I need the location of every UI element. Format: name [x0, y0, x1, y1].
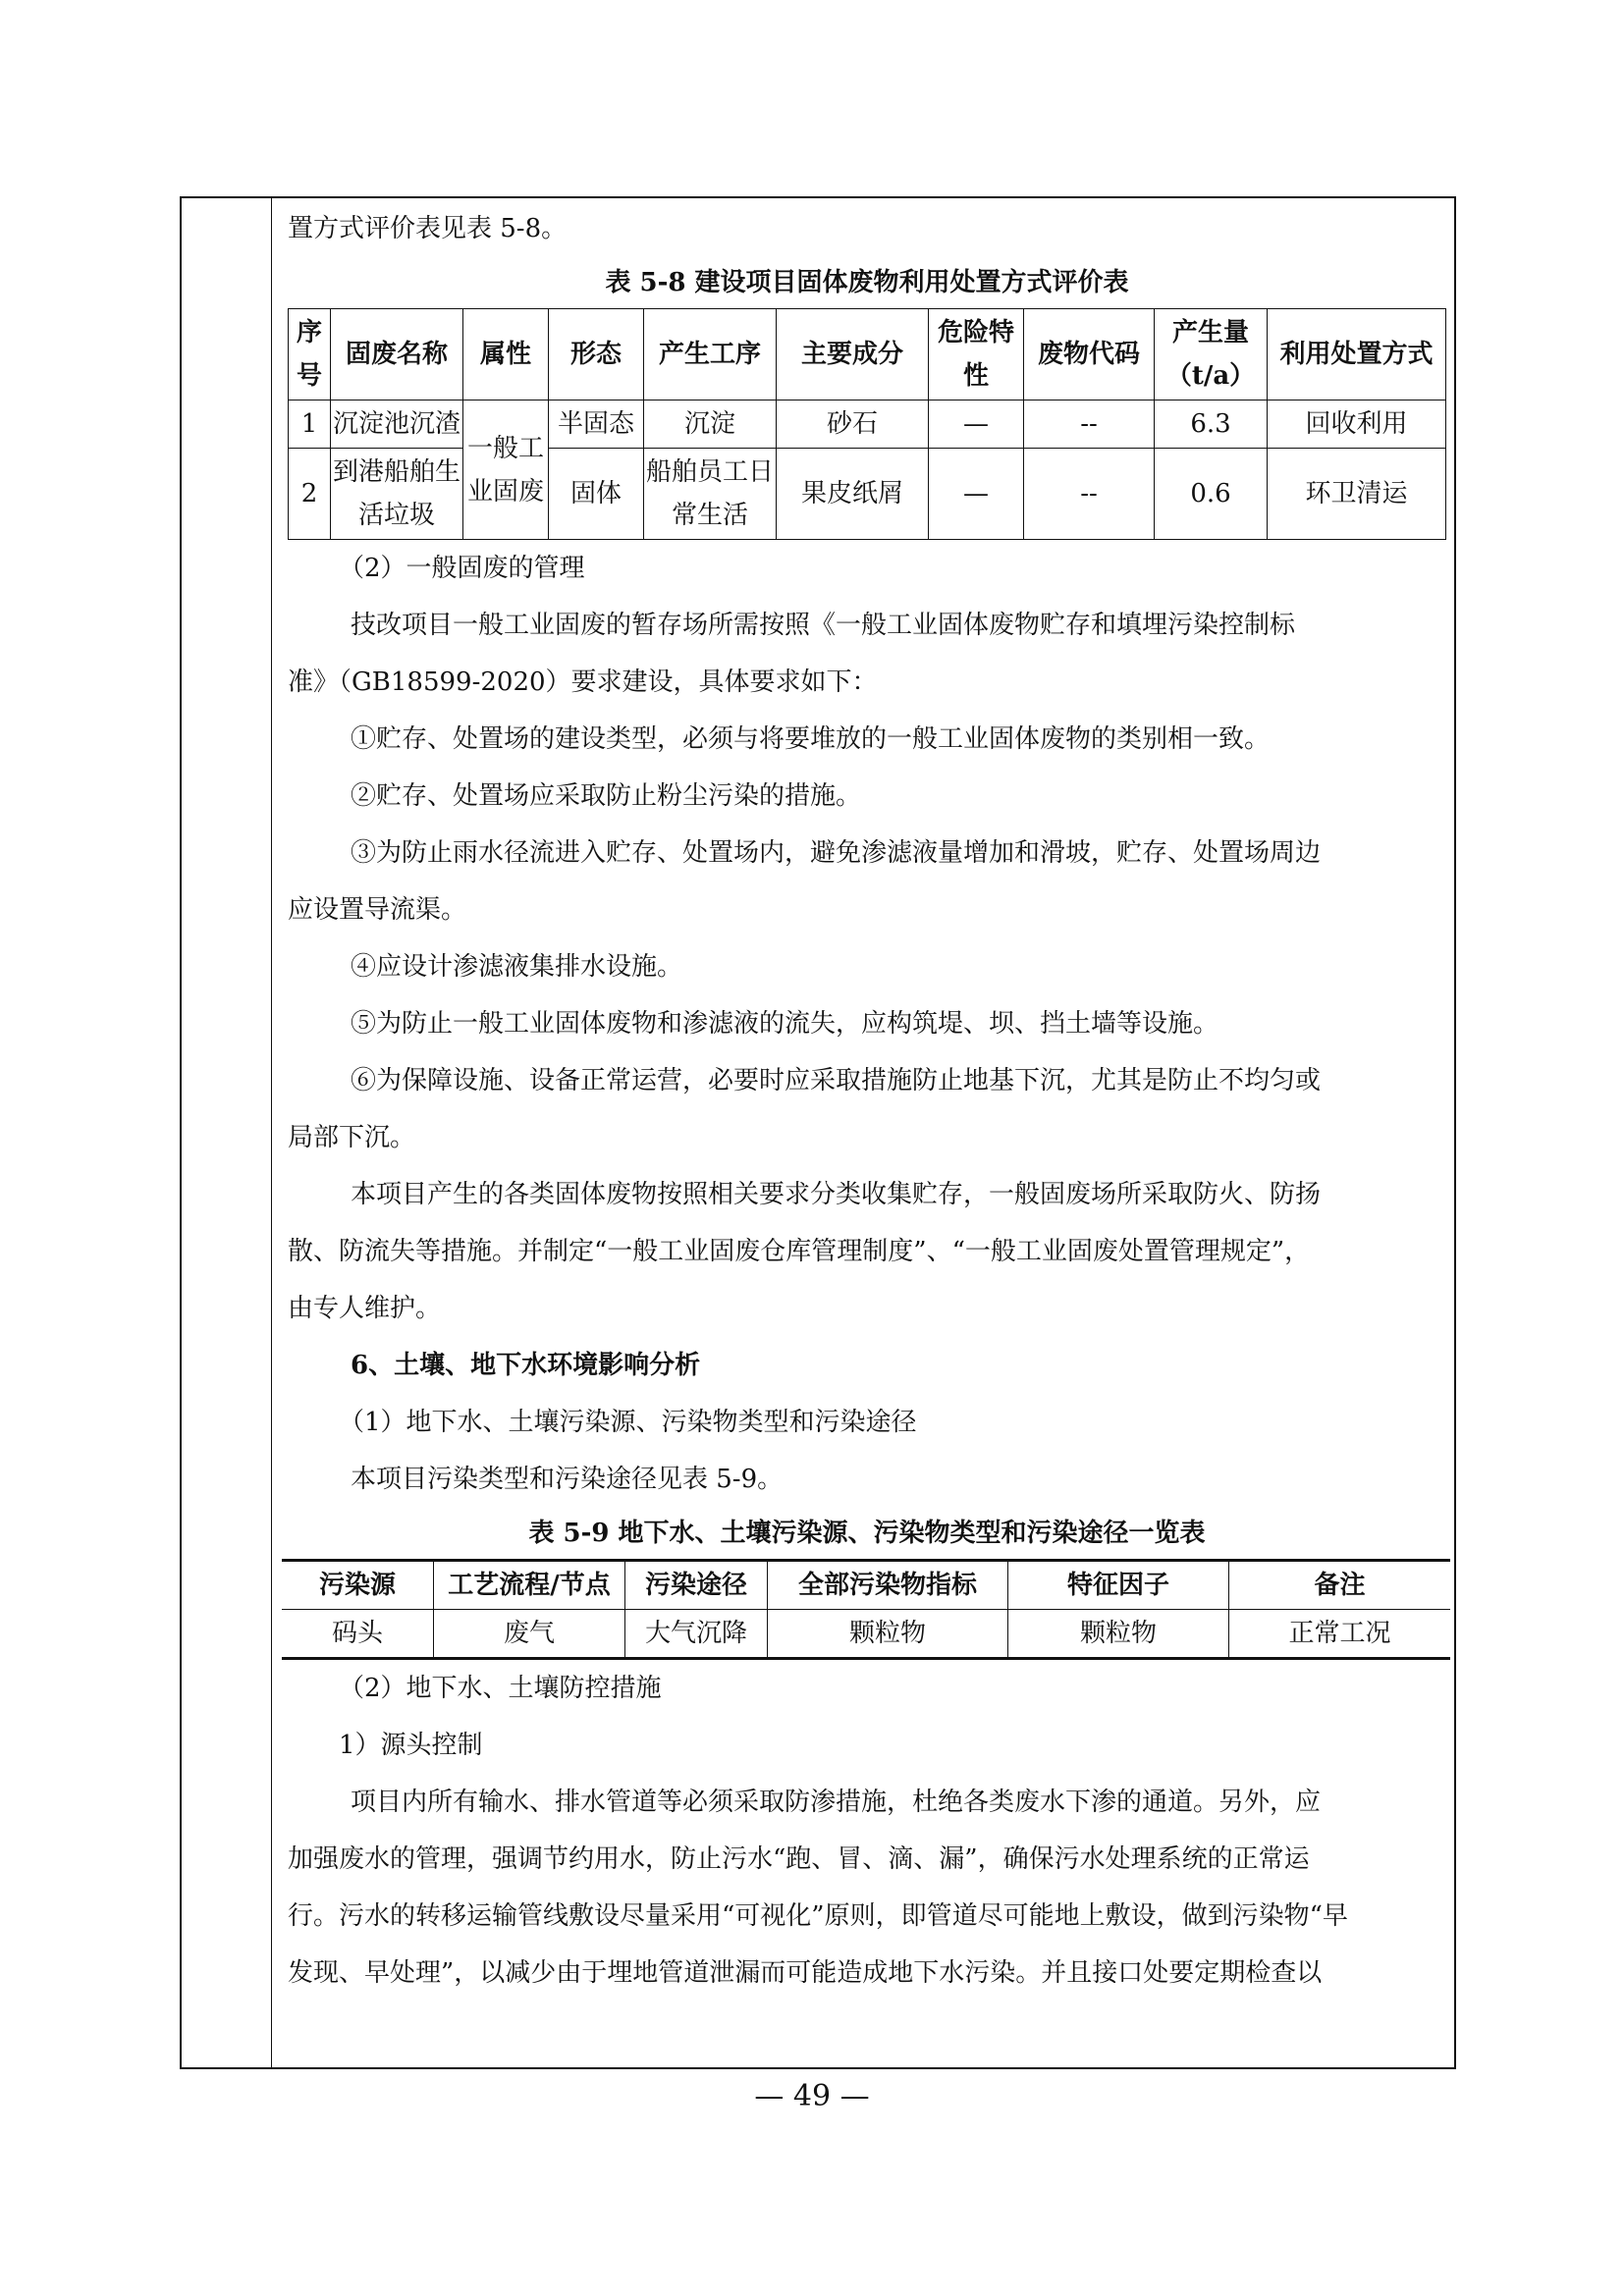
intro-line: 置方式评价表见表 5-8。 [288, 214, 568, 243]
cell-amount: 6.3 [1155, 400, 1268, 449]
table-5-9-caption: 表 5-9 地下水、土壤污染源、污染物类型和污染途径一览表 [528, 1519, 1206, 1548]
header-cell: 产生工序 [644, 309, 777, 400]
left-column-border [271, 198, 272, 2067]
cell-no: 2 [289, 449, 331, 540]
paragraph-line: 本项目污染类型和污染途径见表 5-9。 [351, 1465, 784, 1494]
cell-name: 到港船舶生活垃圾 [331, 449, 463, 540]
table-5-8 [288, 308, 1446, 540]
paragraph-line: 行。污水的转移运输管线敷设尽量采用“可视化”原则，即管道尽可能地上敷设，做到污染物“早 [288, 1901, 1348, 1931]
paragraph-line: 项目内所有输水、排水管道等必须采取防渗措施，杜绝各类废水下渗的通道。另外，应 [351, 1788, 1322, 1817]
cell-amount: 0.6 [1155, 449, 1268, 540]
cell-source: 码头 [282, 1610, 434, 1659]
paragraph-line: 由专人维护。 [288, 1294, 442, 1323]
paragraph-line: 应设置导流渠。 [288, 895, 467, 925]
header-cell: 污染源 [282, 1561, 434, 1610]
subheading-source-control: 1）源头控制 [339, 1731, 483, 1760]
header-cell: 序号 [289, 309, 331, 400]
cell-form: 固体 [549, 449, 644, 540]
cell-pathway: 大气沉降 [625, 1610, 768, 1659]
cell-hazard: — [929, 449, 1024, 540]
cell-hazard: — [929, 400, 1024, 449]
table-5-9 [282, 1559, 1450, 1660]
header-cell: 污染途径 [625, 1561, 768, 1610]
header-cell: 产生量（t/a） [1155, 309, 1268, 400]
paragraph-line: 技改项目一般工业固废的暂存场所需按照《一般工业固体废物贮存和填埋污染控制标 [351, 611, 1296, 640]
paragraph-line: ①贮存、处置场的建设类型，必须与将要堆放的一般工业固体废物的类别相一致。 [351, 724, 1271, 754]
paragraph-line: 发现、早处理”，以减少由于埋地管道泄漏而可能造成地下水污染。并且接口处要定期检查以 [288, 1958, 1323, 1988]
header-cell: 废物代码 [1024, 309, 1155, 400]
paragraph-line: ④应设计渗滤液集排水设施。 [351, 952, 683, 982]
paragraph-line: ⑤为防止一般工业固体废物和渗滤液的流失，应构筑堤、坝、挡土墙等设施。 [351, 1009, 1219, 1039]
cell-factor: 颗粒物 [1008, 1610, 1229, 1659]
table-row [289, 449, 1446, 540]
header-cell: 利用处置方式 [1268, 309, 1446, 400]
header-cell: 工艺流程/节点 [434, 1561, 625, 1610]
subheading-pollution-source: （1）地下水、土壤污染源、污染物类型和污染途径 [339, 1408, 917, 1437]
header-cell: 全部污染物指标 [768, 1561, 1008, 1610]
cell-disposal: 回收利用 [1268, 400, 1446, 449]
table-row [282, 1610, 1450, 1659]
subheading-general-waste: （2）一般固废的管理 [339, 554, 585, 583]
cell-name: 沉淀池沉渣 [331, 400, 463, 449]
header-cell: 备注 [1229, 1561, 1451, 1610]
section-heading: 6、土壤、地下水环境影响分析 [351, 1351, 701, 1380]
cell-code: -- [1024, 400, 1155, 449]
page-frame [180, 196, 1456, 2069]
table-header-row [289, 309, 1446, 400]
content-area [288, 198, 1446, 2002]
table-5-8-caption: 表 5-8 建设项目固体废物利用处置方式评价表 [605, 268, 1129, 297]
cell-code: -- [1024, 449, 1155, 540]
header-cell: 属性 [463, 309, 549, 400]
cell-process: 沉淀 [644, 400, 777, 449]
table-row [289, 400, 1446, 449]
paragraph-line: ⑥为保障设施、设备正常运营，必要时应采取措施防止地基下沉，尤其是防止不均匀或 [351, 1066, 1322, 1095]
cell-process: 船舶员工日常生活 [644, 449, 777, 540]
paragraph-line: 本项目产生的各类固体废物按照相关要求分类收集贮存，一般固废场所采取防火、防扬 [351, 1180, 1322, 1209]
header-cell: 固废名称 [331, 309, 463, 400]
cell-attribute: 一般工业固废 [463, 400, 549, 540]
paragraph-line: ②贮存、处置场应采取防止粉尘污染的措施。 [351, 781, 862, 811]
cell-component: 砂石 [777, 400, 929, 449]
cell-process: 废气 [434, 1610, 625, 1659]
cell-indicators: 颗粒物 [768, 1610, 1008, 1659]
header-cell: 形态 [549, 309, 644, 400]
paragraph-line: 加强废水的管理，强调节约用水，防止污水“跑、冒、滴、漏”，确保污水处理系统的正常运 [288, 1844, 1310, 1874]
paragraph-line: 局部下沉。 [288, 1123, 416, 1152]
header-cell: 危险特性 [929, 309, 1024, 400]
paragraph-line: 准》（GB18599-2020）要求建设，具体要求如下： [288, 667, 878, 697]
cell-no: 1 [289, 400, 331, 449]
cell-form: 半固态 [549, 400, 644, 449]
page-number: — 49 — [754, 2079, 870, 2113]
cell-component: 果皮纸屑 [777, 449, 929, 540]
header-cell: 特征因子 [1008, 1561, 1229, 1610]
table-header-row [282, 1561, 1450, 1610]
cell-disposal: 环卫清运 [1268, 449, 1446, 540]
paragraph-line: 散、防流失等措施。并制定“一般工业固废仓库管理制度”、“一般工业固废处置管理规定”， [288, 1237, 1311, 1266]
paragraph-line: ③为防止雨水径流进入贮存、处置场内，避免渗滤液量增加和滑坡，贮存、处置场周边 [351, 838, 1322, 868]
cell-remarks: 正常工况 [1229, 1610, 1451, 1659]
header-cell: 主要成分 [777, 309, 929, 400]
subheading-prevention: （2）地下水、土壤防控措施 [339, 1674, 662, 1703]
